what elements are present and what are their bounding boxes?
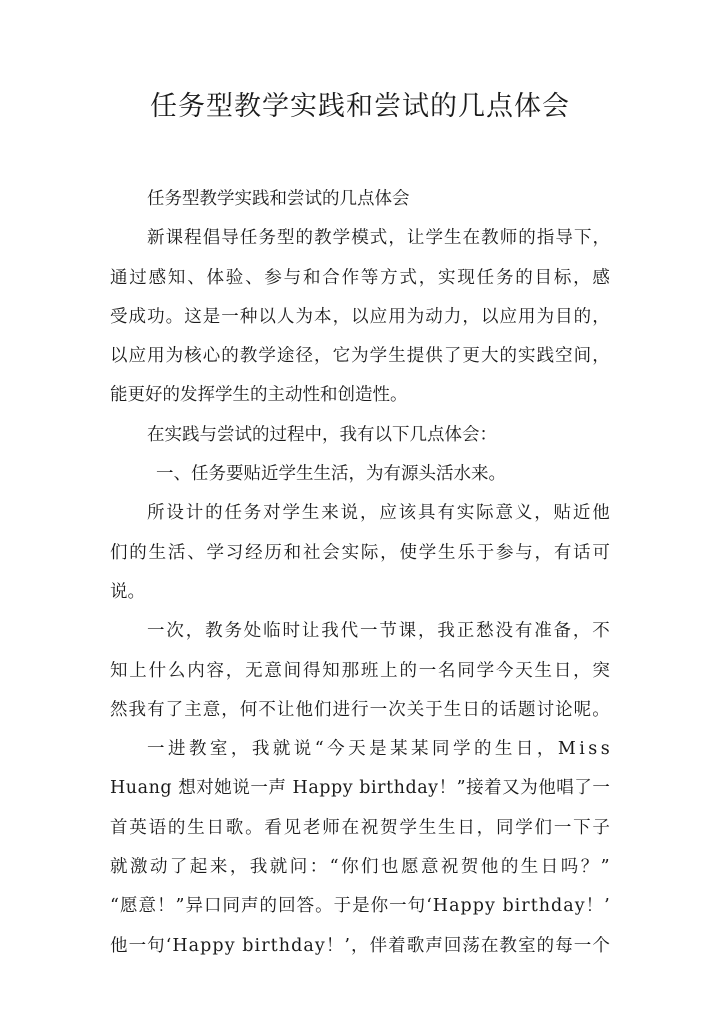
paragraph-line: 然 我 有 了 主 意 ， 何 不 让 他 们 进 行 一 次 关 于 生 日 的 话 题 讨 论 呢 。 <box>110 699 610 720</box>
paragraph-line: “ 愿 意 ！ ” 异 口 同 声 的 回 答 。 于 是 你 一 句 ‘ H a p p y b i r t h d a y ！ ’ <box>110 896 610 917</box>
document-body <box>110 180 610 966</box>
paragraph-line: 一 次 ， 教 务 处 临 时 让 我 代 一 节 课 ， 我 正 愁 没 有 准 备 ， 不 <box>147 621 610 642</box>
paragraph-line: 首 英 语 的 生 日 歌 。 看 见 老 师 在 祝 贺 学 生 生 日 ， 同 学 们 一 下 子 <box>110 817 610 838</box>
paragraph-line: 们 的 生 活 、 学 习 经 历 和 社 会 实 际 ， 使 学 生 乐 于 参 与 ， 有 话 可 <box>110 542 610 563</box>
paragraph-line: 能更好的发挥学生的主动性和创造性。 <box>110 385 408 406</box>
paragraph-line: 受 成 功 。 这 是 一 种 以 人 为 本 ， 以 应 用 为 动 力 ， 以 应 用 为 目 的 ， <box>110 306 610 327</box>
paragraph-line: 所 设 计 的 任 务 对 学 生 来 说 ， 应 该 具 有 实 际 意 义 ， 贴 近 他 <box>147 503 610 524</box>
document-title: 任务型教学实践和尝试的几点体会 <box>150 91 570 122</box>
paragraph-line: 一 进 教 室 ， 我 就 说 “ 今 天 是 某 某 同 学 的 生 日 ， M i s s <box>147 739 610 760</box>
paragraph-line: 说。 <box>110 581 145 602</box>
paragraph-line: 知 上 什 么 内 容 ， 无 意 间 得 知 那 班 上 的 一 名 同 学 今 天 生 日 ， 突 <box>110 660 610 681</box>
paragraph-line: 以 应 用 为 核 心 的 教 学 途 径 ， 它 为 学 生 提 供 了 更 大 的 实 践 空 间 ， <box>110 346 610 367</box>
paragraph-line: 他 一 句 ‘ H a p p y b i r t h d a y ！ ’ ， 伴 着 歌 声 回 荡 在 教 室 的 每 一 个 <box>110 935 610 956</box>
paragraph-heading-line: 任务型教学实践和尝试的几点体会 <box>147 189 410 209</box>
paragraph-line: 通 过 感 知 、 体 验 、 参 与 和 合 作 等 方 式 ， 实 现 任 务 的 目 标 ， 感 <box>110 267 610 288</box>
paragraph-line: 新 课 程 倡 导 任 务 型 的 教 学 模 式 ， 让 学 生 在 教 师 的 指 导 下 ， <box>147 228 610 249</box>
section-heading-line: 一、任务要贴近学生生活，为有源头活水来。 <box>156 464 506 485</box>
paragraph-line: 就 激 动 了 起 来 ， 我 就 问 ： “ 你 们 也 愿 意 祝 贺 他 的 生 日 吗 ？ ” <box>110 857 610 878</box>
paragraph-line: 在实践与尝试的过程中，我有以下几点体会： <box>147 424 497 445</box>
paragraph-line: H u a n g 想 对 她 说 一 声 H a p p y b i r t h d a y ！ ” 接 着 又 为 他 唱 了 一 <box>110 778 610 799</box>
